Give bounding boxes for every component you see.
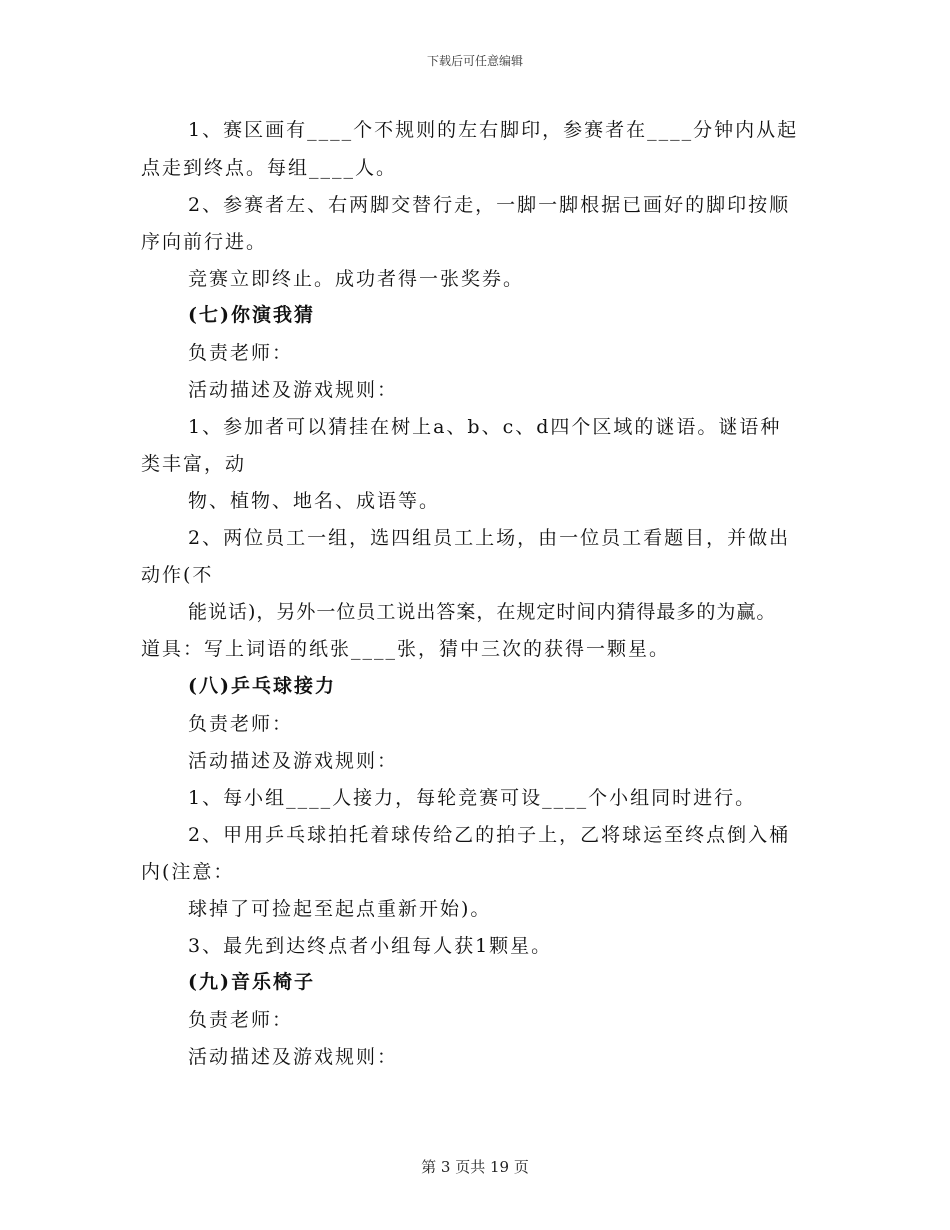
paragraph-line: 能说话)，另外一位员工说出答案，在规定时间内猜得最多的为赢。 [188,601,777,623]
paragraph-line: 负责老师： [188,713,294,735]
paragraph-line: 活动描述及游戏规则： [188,1046,399,1068]
page-footer: 第 3 页共 19 页 [421,1158,529,1176]
paragraph-line: 2、两位员工一组，选四组员工上场，由一位员工看题目，并做出 [188,527,791,549]
paragraph-line: 物、植物、地名、成语等。 [188,490,441,512]
paragraph-line: 2、参赛者左、右两脚交替行走，一脚一脚根据已画好的脚印按顺 [188,194,791,216]
paragraph-line: 活动描述及游戏规则： [188,750,399,772]
paragraph-line: 竞赛立即终止。成功者得一张奖券。 [188,268,525,290]
paragraph-line: 内(注意： [141,861,235,883]
paragraph-line: 1、赛区画有____个不规则的左右脚印，参赛者在____分钟内从起 [188,119,799,141]
section-heading: (八)乒乓球接力 [188,675,336,697]
paragraph-line: 3、最先到达终点者小组每人获1颗星。 [188,935,553,957]
paragraph-line: 动作(不 [141,564,214,586]
paragraph-line: 2、甲用乒乓球拍托着球传给乙的拍子上，乙将球运至终点倒入桶 [188,824,791,846]
paragraph-line: 1、每小组____人接力，每轮竞赛可设____个小组同时进行。 [188,787,757,809]
paragraph-line: 负责老师： [188,342,294,364]
paragraph-line: 点走到终点。每组____人。 [141,157,398,179]
paragraph-line: 道具：写上词语的纸张____张，猜中三次的获得一颗星。 [141,638,671,660]
page-header: 下载后可任意编辑 [426,54,523,68]
paragraph-line: 负责老师： [188,1009,294,1031]
paragraph-line: 序向前行进。 [141,231,268,253]
paragraph-line: 球掉了可捡起至起点重新开始)。 [188,898,492,920]
section-heading: (九)音乐椅子 [188,971,315,993]
paragraph-line: 活动描述及游戏规则： [188,379,399,401]
paragraph-line: 1、参加者可以猜挂在树上a、b、c、d四个区域的谜语。谜语种 [188,416,782,438]
section-heading: (七)你演我猜 [188,304,315,326]
paragraph-line: 类丰富，动 [141,453,247,475]
